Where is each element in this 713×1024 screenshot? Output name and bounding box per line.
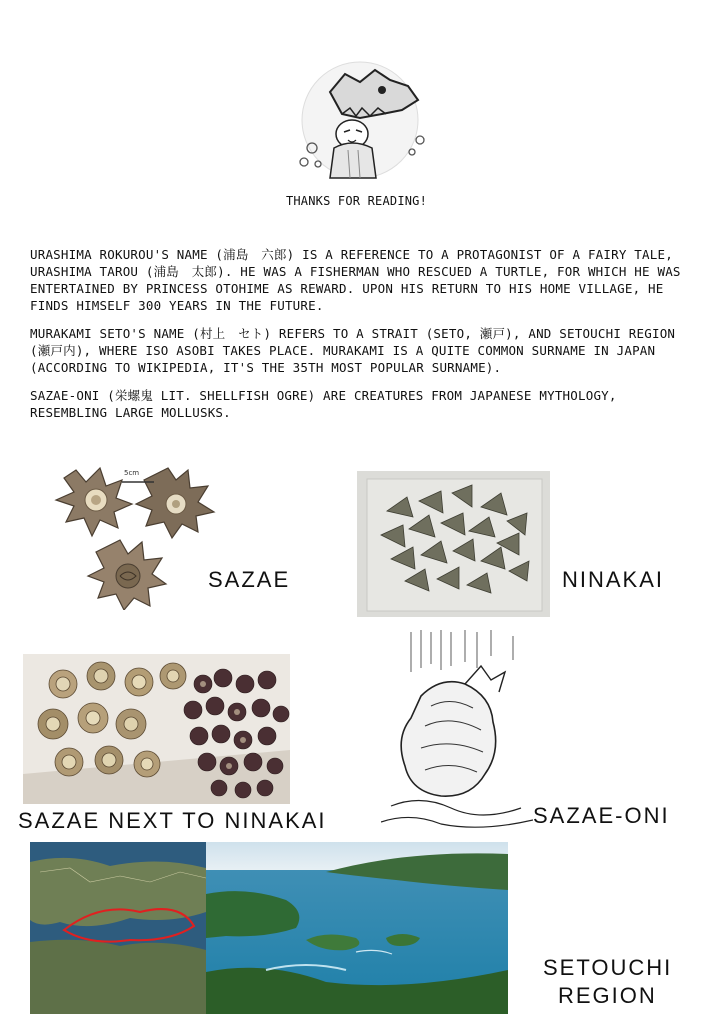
- shell-2: [136, 468, 214, 538]
- label-setouchi: SETOUCHI: [543, 955, 673, 980]
- note-urashima: URASHIMA ROKUROU'S NAME (浦島 六郎) IS A REFERENCE TO A PROTAGONIST OF A FAIRY TALE, URASHIMA TAROU (浦島 太郎). HE WAS A FISHERMAN WHO RESCUED A TURTLE, FOR WHICH HE WAS ENTERTAINED BY PRINCESS OTOHIME AS REWARD. UPON HIS RETURN TO HIS HOME VILLAGE, HE FINDS HIMSELF 300 YEARS IN THE FUTURE.: [30, 247, 681, 313]
- shell-3: [88, 540, 166, 610]
- label-region: REGION: [558, 983, 657, 1008]
- setouchi-map: [30, 842, 206, 1014]
- sazae-oni-illustration: [381, 626, 533, 832]
- shell-1: [56, 468, 132, 536]
- ninakai-photo: [357, 471, 550, 617]
- note-murakami: MURAKAMI SETO'S NAME (村上 セト) REFERS TO A STRAIT (SETO, 瀬戸), AND SETOUCHI REGION (瀬戸内), WHERE ISO ASOBI TAKES PLACE. MURAKAMI IS A QUITE COMMON SURNAME IN JAPAN (ACCORDING TO WIKIPEDIA, IT'S THE 35TH MOST POPULAR SURNAME).: [30, 326, 676, 375]
- sazae-photo: [36, 460, 220, 610]
- notes-block: [30, 246, 690, 421]
- label-sazae-next-to-ninakai: SAZAE NEXT TO NINAKAI: [18, 808, 327, 833]
- monster-illustration: [290, 52, 440, 182]
- label-ninakai: NINAKAI: [562, 567, 665, 592]
- note-sazae-oni: SAZAE-ONI (栄螺鬼 LIT. SHELLFISH OGRE) ARE CREATURES FROM JAPANESE MYTHOLOGY, RESEMBLING LARGE MOLLUSKS.: [30, 388, 617, 420]
- scale-label: 5cm: [124, 469, 140, 477]
- setouchi-photo: [206, 842, 508, 1014]
- label-sazae-oni: SAZAE-ONI: [533, 803, 670, 828]
- sazae-ninakai-photo: [23, 654, 290, 804]
- thanks-text: THANKS FOR READING!: [285, 194, 428, 208]
- label-sazae: SAZAE: [208, 567, 291, 592]
